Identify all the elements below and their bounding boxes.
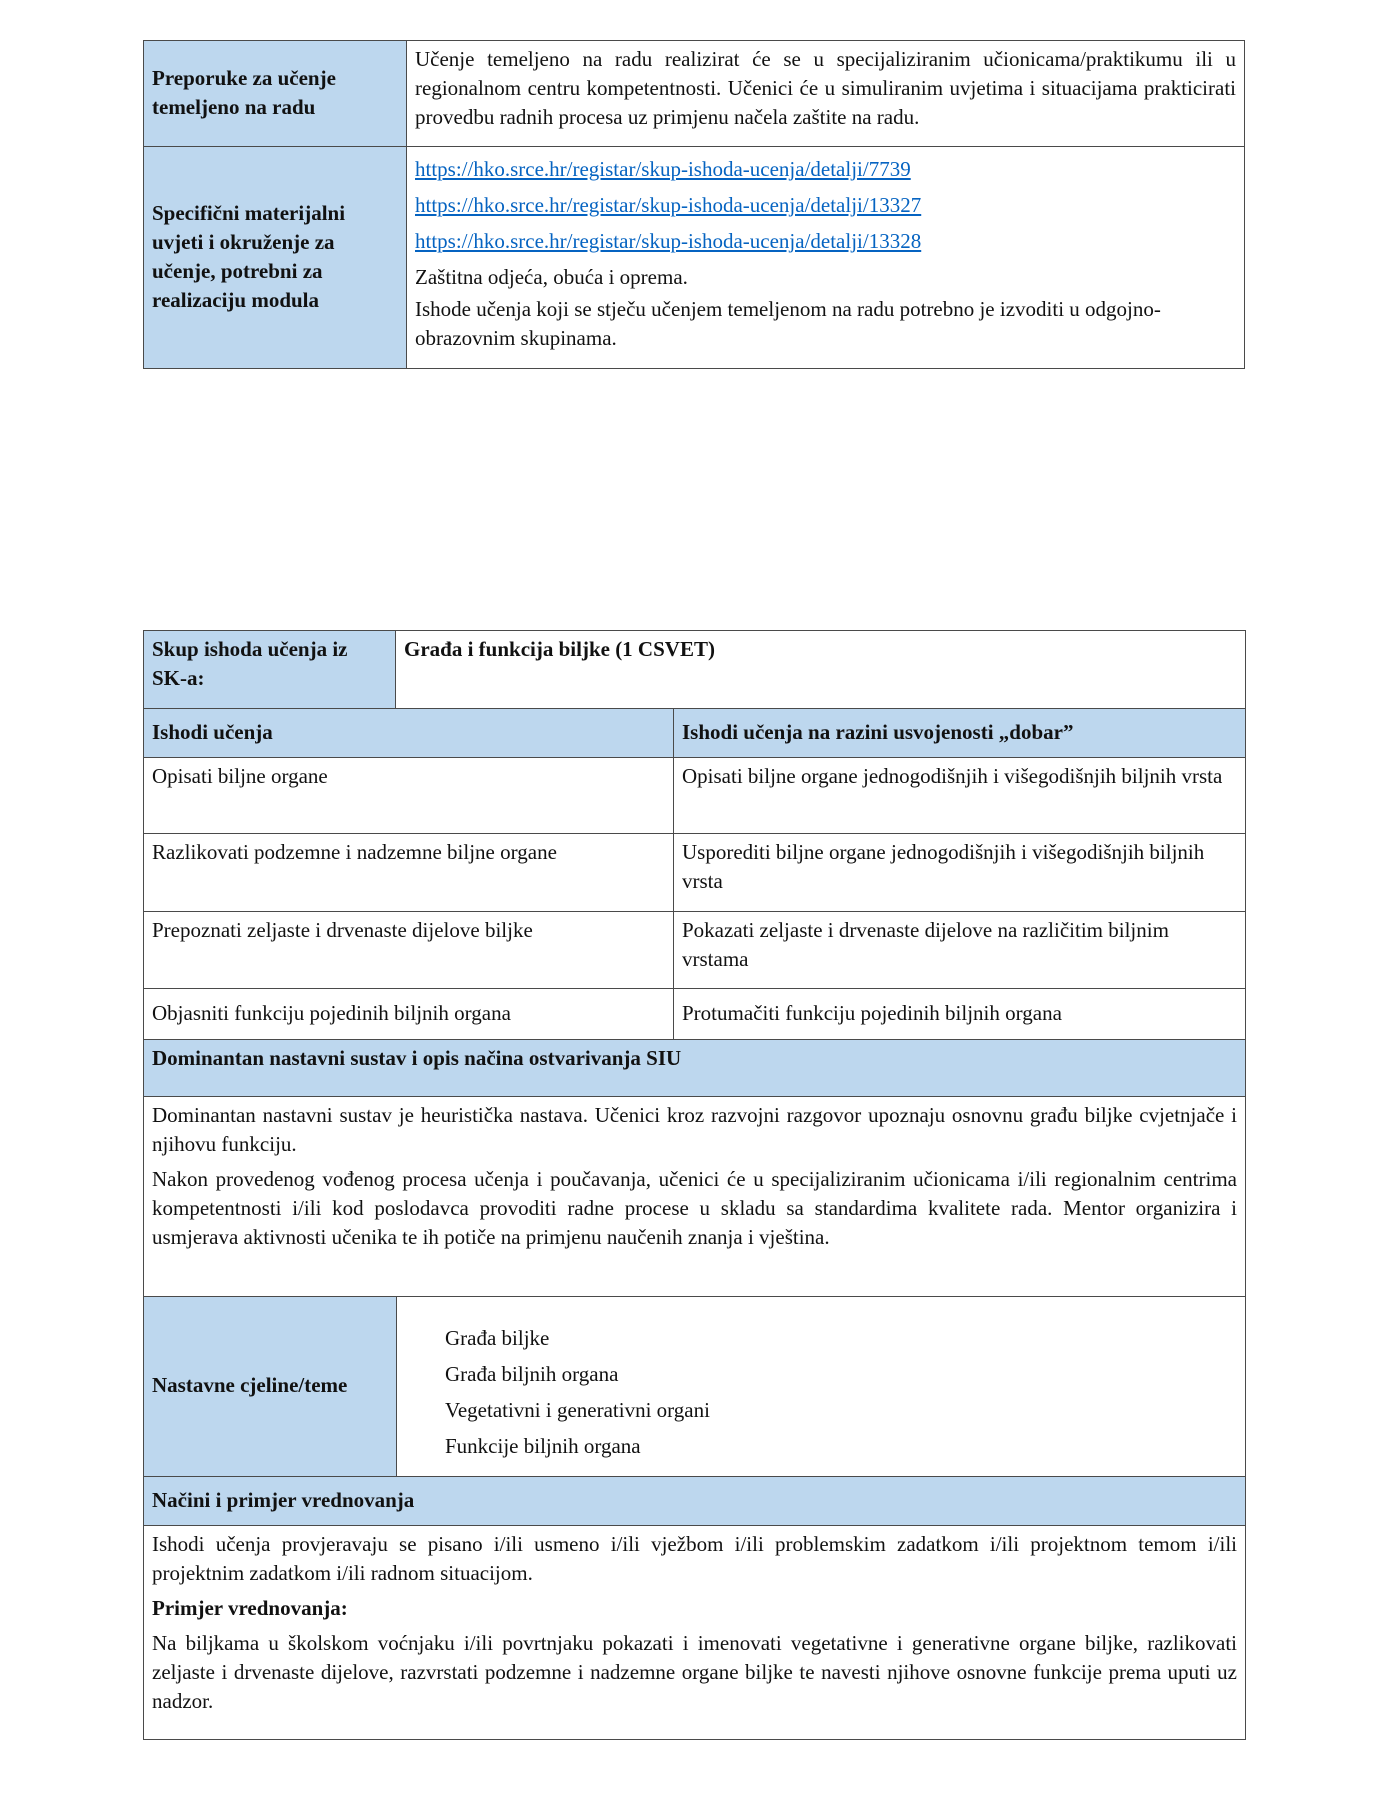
- dominant-paragraph: Dominantan nastavni sustav je heuristička nastava. Učenici kroz razvojni razgovor upoznaju osnovnu građu biljke cvjetnjače i njihovu funkciju.: [152, 1103, 1237, 1156]
- learning-outcomes-table: [143, 630, 1245, 1740]
- equipment-text: Zaštitna odjeća, obuća i oprema.: [415, 265, 688, 289]
- topics-section: [143, 1296, 1246, 1477]
- table-row: [144, 912, 1246, 989]
- module-conditions-table: [143, 40, 1245, 369]
- outcome-cell: Objasniti funkciju pojedinih biljnih organa: [144, 989, 674, 1040]
- outcome-good-cell: Usporediti biljne organe jednogodišnjih i višegodišnjih biljnih vrsta: [674, 834, 1246, 912]
- outcomes-grid: [143, 708, 1246, 1040]
- evaluation-methods-text: Ishodi učenja provjeravaju se pisano i/ili usmeno i/ili vježbom i/ili problemskim zadatkom i/ili projektnom temom i/ili projektnim zadatkom i/ili radnom situacijom.: [152, 1532, 1237, 1585]
- topic-item: Građa biljke: [445, 1325, 550, 1350]
- evaluation-body: [144, 1526, 1246, 1740]
- group-note-text: Ishode učenja koji se stječu učenjem temeljenom na radu potrebno je izvoditi u odgojno-obrazovnim skupinama.: [415, 297, 1161, 350]
- material-conditions-label: Specifični materijalni uvjeti i okruženje za učenje, potrebni za realizaciju modula: [144, 147, 407, 369]
- outcome-cell: Opisati biljne organe: [144, 758, 674, 834]
- hko-link-7739[interactable]: https://hko.srce.hr/registar/skup-ishoda-ucenja/detalji/7739: [415, 157, 911, 181]
- topics-label: Nastavne cjeline/teme: [144, 1297, 397, 1477]
- evaluation-section: [143, 1476, 1246, 1740]
- table-row: [144, 834, 1246, 912]
- topic-item: Građa biljnih organa: [445, 1361, 619, 1386]
- outcomes-header-row: [144, 709, 1246, 758]
- outcome-good-cell: Protumačiti funkciju pojedinih biljnih organa: [674, 989, 1246, 1040]
- outcome-cell: Razlikovati podzemne i nadzemne biljne organe: [144, 834, 674, 912]
- topic-item: Funkcije biljnih organa: [445, 1433, 641, 1458]
- work-based-learning-row: [144, 41, 1245, 147]
- outcome-cell: Prepoznati zeljaste i drvenaste dijelove biljke: [144, 912, 674, 989]
- evaluation-header: Načini i primjer vrednovanja: [144, 1477, 1246, 1526]
- work-based-learning-label: Preporuke za učenje temeljeno na radu: [144, 41, 407, 147]
- outcome-set-label: Skup ishoda učenja iz SK-a:: [144, 631, 396, 709]
- dominant-system-header: Dominantan nastavni sustav i opis načina ostvarivanja SIU: [144, 1040, 1246, 1097]
- outcomes-good-col-header: Ishodi učenja na razini usvojenosti „dobar”: [674, 709, 1246, 758]
- outcome-good-cell: Pokazati zeljaste i drvenaste dijelove na različitim biljnim vrstama: [674, 912, 1246, 989]
- topics-list: [397, 1297, 1246, 1477]
- dominant-system-section: [143, 1039, 1246, 1297]
- dominant-system-body: [144, 1097, 1246, 1297]
- table-row: [144, 758, 1246, 834]
- outcome-set-row: [143, 630, 1246, 709]
- outcome-set-value: Građa i funkcija biljke (1 CSVET): [396, 631, 1246, 709]
- material-conditions-row: [144, 147, 1245, 369]
- table-row: [144, 989, 1246, 1040]
- evaluation-example-text: Na biljkama u školskom voćnjaku i/ili povrtnjaku pokazati i imenovati vegetativne i generativne organe biljke, razlikovati zeljaste i drvenaste dijelove, razvrstati podzemne i nadzemne organe biljke te navesti njihove osnovne funkcije prema uputi uz nadzor.: [152, 1631, 1237, 1713]
- outcomes-col-header: Ishodi učenja: [144, 709, 674, 758]
- evaluation-example-label: Primjer vrednovanja:: [152, 1596, 348, 1620]
- hko-link-13328[interactable]: https://hko.srce.hr/registar/skup-ishoda-ucenja/detalji/13328: [415, 229, 922, 253]
- dominant-paragraph: Nakon provedenog vođenog procesa učenja i poučavanja, učenici će u specijaliziranim učionicama i/ili regionalnim centrima kompetentnosti i/ili kod poslodavca provoditi radne procese u skladu sa standardima kvalitete rada. Mentor organizira i usmjerava aktivnosti učenika te ih potiče na primjenu naučenih znanja i vještina.: [152, 1167, 1237, 1249]
- work-based-learning-text: Učenje temeljeno na radu realizirat će se u specijaliziranim učionicama/praktikumu ili u regionalnom centru kompetentnosti. Učenici će u simuliranim uvjetima i situacijama prakticirati provedbu radnih procesa uz primjenu načela zaštite na radu.: [407, 41, 1245, 147]
- material-conditions-content: [407, 147, 1245, 369]
- topic-item: Vegetativni i generativni organi: [445, 1397, 710, 1422]
- outcome-good-cell: Opisati biljne organe jednogodišnjih i višegodišnjih biljnih vrsta: [674, 758, 1246, 834]
- hko-link-13327[interactable]: https://hko.srce.hr/registar/skup-ishoda-ucenja/detalji/13327: [415, 193, 922, 217]
